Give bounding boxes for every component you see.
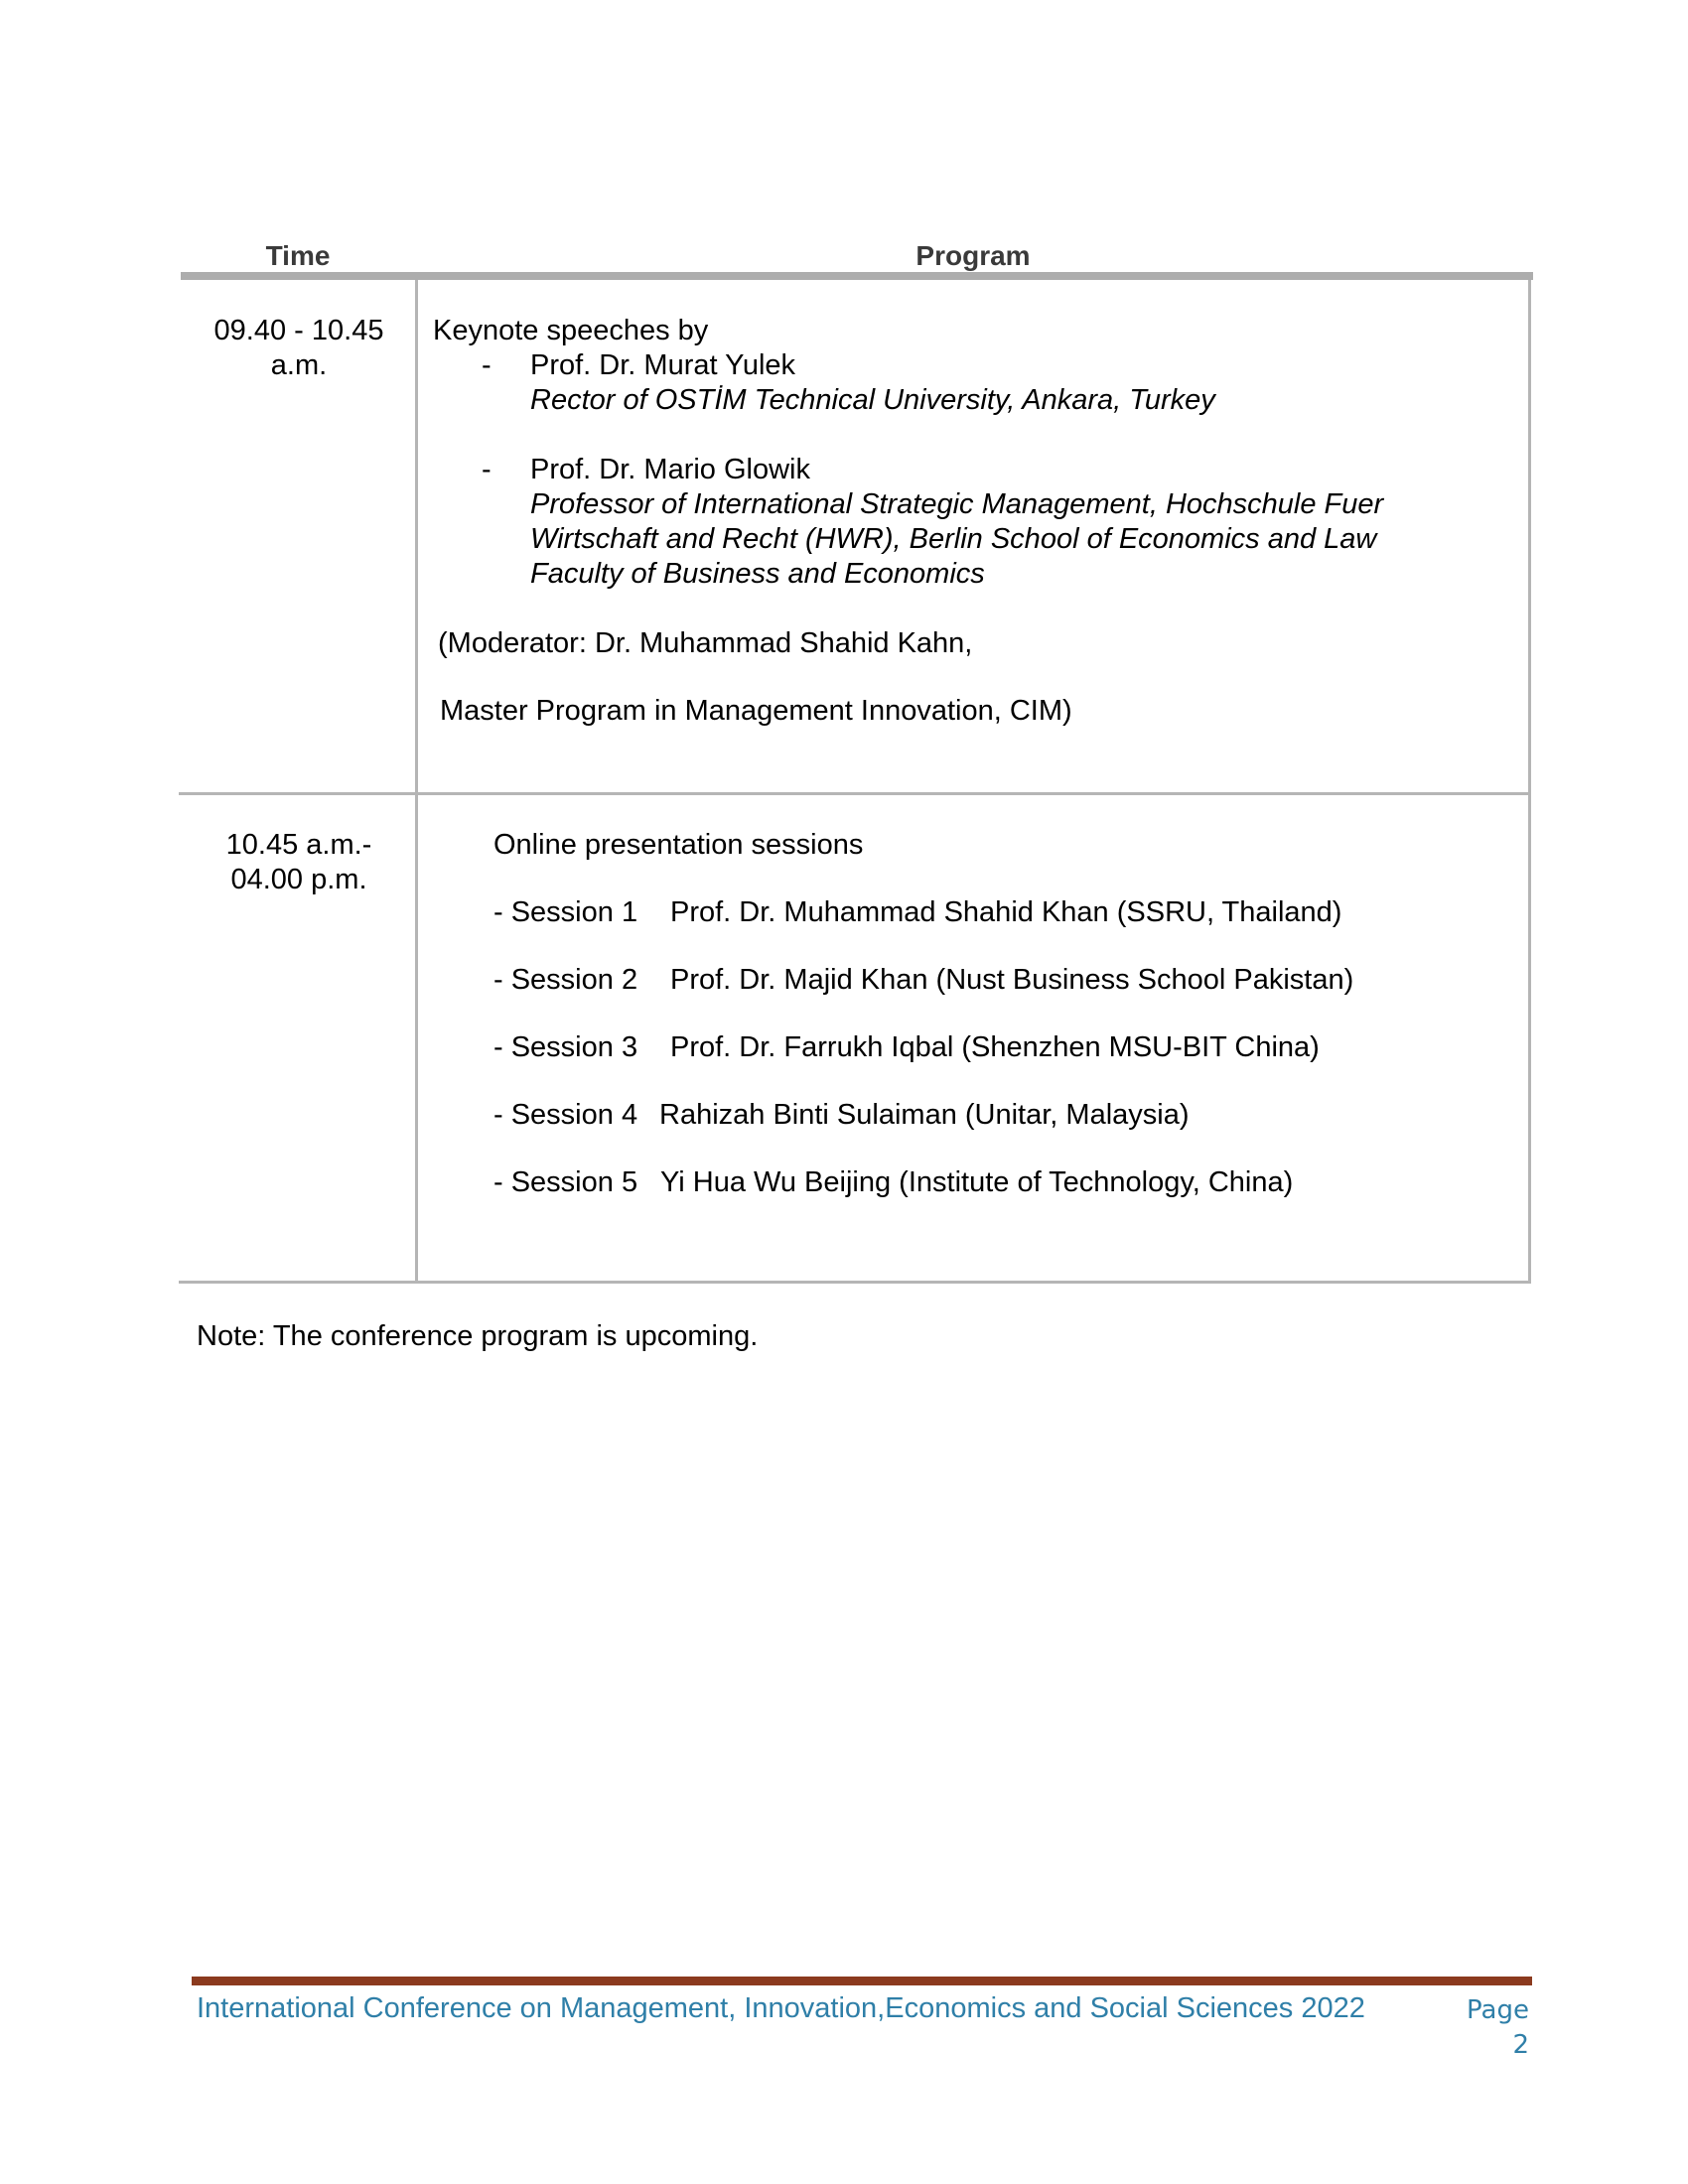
- row2-time-line2: 04.00 p.m.: [230, 864, 367, 895]
- table-right-border: [1528, 280, 1531, 1283]
- session-4-label: - Session 4: [493, 1099, 638, 1131]
- speaker-2-affiliation-line3: Faculty of Business and Economics: [530, 558, 985, 590]
- speaker-2-bullet: -: [482, 454, 492, 485]
- session-3-label: - Session 3: [493, 1031, 638, 1063]
- speaker-1-bullet: -: [482, 349, 492, 381]
- session-5-label: - Session 5: [493, 1166, 638, 1198]
- speaker-2-affiliation-line2: Wirtschaft and Recht (HWR), Berlin School of Economics and Law: [530, 523, 1377, 555]
- footer-page-number: Page 2: [1467, 1995, 1529, 2060]
- row1-time: [181, 314, 417, 383]
- footer-rule: [192, 1977, 1532, 1985]
- session-2-chair: Prof. Dr. Majid Khan (Nust Business School Pakistan): [670, 964, 1354, 996]
- row2-time: [181, 828, 417, 897]
- session-4-chair: Rahizah Binti Sulaiman (Unitar, Malaysia): [659, 1099, 1190, 1131]
- row-divider: [179, 792, 1531, 795]
- header-rule: [181, 272, 1533, 280]
- row1-time-line1: 09.40 - 10.45: [213, 315, 384, 346]
- speaker-1-affiliation: Rector of OSTİM Technical University, Ankara, Turkey: [530, 384, 1215, 416]
- row2-time-line1: 10.45 a.m.-: [225, 829, 372, 861]
- moderator-line1: (Moderator: Dr. Muhammad Shahid Kahn,: [438, 627, 973, 659]
- session-1-chair: Prof. Dr. Muhammad Shahid Khan (SSRU, Thailand): [670, 896, 1342, 928]
- table-bottom-border: [179, 1281, 1531, 1284]
- session-5-chair: Yi Hua Wu Beijing (Institute of Technology, China): [660, 1166, 1294, 1198]
- speaker-1-name: Prof. Dr. Murat Yulek: [530, 349, 796, 381]
- program-note: Note: The conference program is upcoming.: [197, 1320, 759, 1352]
- keynote-intro: Keynote speeches by: [433, 315, 709, 346]
- footer-title: International Conference on Management, Innovation,Economics and Social Sciences 2022: [197, 1992, 1365, 2024]
- speaker-2-name: Prof. Dr. Mario Glowik: [530, 454, 810, 485]
- sessions-intro: Online presentation sessions: [493, 829, 864, 861]
- speaker-2-affiliation-line1: Professor of International Strategic Management, Hochschule Fuer: [530, 488, 1384, 520]
- header-program: Program: [915, 240, 1031, 271]
- moderator-line2: Master Program in Management Innovation, CIM): [440, 695, 1072, 727]
- session-2-label: - Session 2: [493, 964, 638, 996]
- row1-time-line2: a.m.: [270, 349, 328, 381]
- column-divider: [415, 280, 418, 1283]
- session-3-chair: Prof. Dr. Farrukh Iqbal (Shenzhen MSU-BIT China): [670, 1031, 1320, 1063]
- session-1-label: - Session 1: [493, 896, 638, 928]
- header-time: Time: [265, 240, 331, 271]
